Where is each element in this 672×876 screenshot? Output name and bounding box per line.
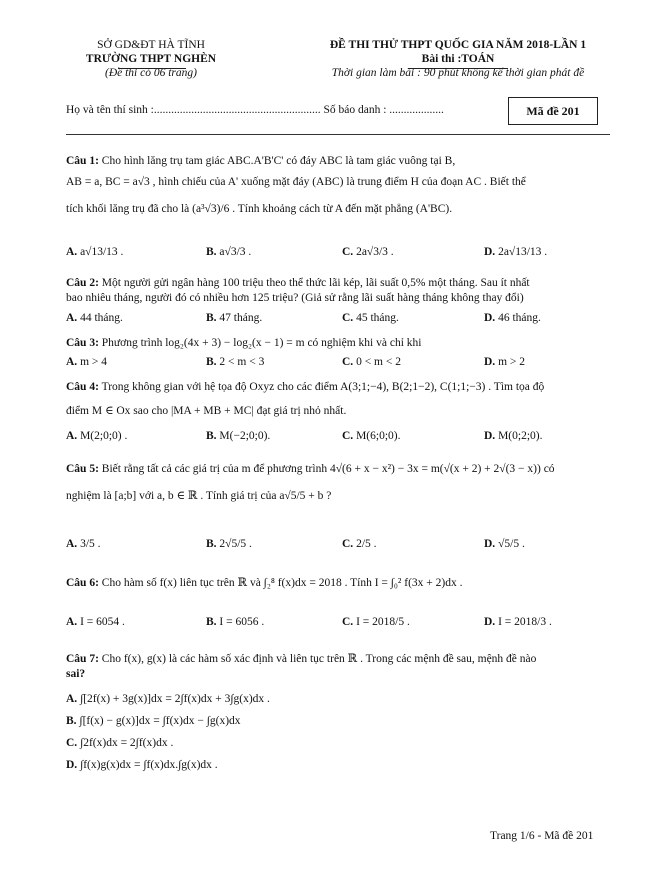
- school-name: TRƯỜNG THPT NGHÈN: [85, 53, 217, 65]
- question-label: Câu 3:: [66, 337, 99, 349]
- option-c[interactable]: C. M(6;0;0).: [342, 430, 401, 442]
- school-header: [66, 38, 236, 80]
- question-text: Trong không gian với hệ tọa độ Oxyz cho các điểm A(3;1;−4), B(2;1−2), C(1;1;−3) . Tìm tọa độ: [101, 381, 545, 393]
- duration: Thời gian làm bài : 90 phút không kể thời gian phát đề: [331, 67, 585, 79]
- option-d[interactable]: D. 2a√13/13 .: [484, 246, 548, 258]
- question-7: [66, 652, 612, 682]
- question-3: [66, 336, 612, 351]
- header-underline: [118, 68, 186, 69]
- exam-code-box: Mã đề 201: [508, 97, 598, 125]
- option-a[interactable]: A. ∫[2f(x) + 3g(x)]dx = 2∫f(x)dx + 3∫g(x)dx .: [66, 693, 270, 705]
- pages-note: (Đề thi có 06 trang): [105, 67, 197, 79]
- question-label: Câu 2:: [66, 277, 99, 289]
- question-text: tích khối lăng trụ đã cho là (a³√3)/6 . Tính khoảng cách từ A đến mặt phẳng (A'BC).: [66, 203, 453, 215]
- question-6: [66, 576, 612, 591]
- question-label: Câu 7:: [66, 653, 99, 665]
- option-c[interactable]: C. 2/5 .: [342, 538, 377, 550]
- question-5: [66, 462, 612, 504]
- option-d[interactable]: D. m > 2: [484, 356, 525, 368]
- question-text: sai?: [66, 668, 86, 680]
- option-c[interactable]: C. 45 tháng.: [342, 312, 399, 324]
- question-text: Cho hình lăng trụ tam giác ABC.A'B'C' có đáy ABC là tam giác vuông tại B,: [101, 155, 456, 167]
- question-text: Biết rằng tất cả các giá trị của m để phương trình 4√(6 + x − x²) − 3x = m(√(x + 2) + 2√(3 − x)) có: [101, 463, 555, 475]
- option-a[interactable]: A. m > 4: [66, 356, 107, 368]
- option-c[interactable]: C. ∫2f(x)dx = 2∫f(x)dx .: [66, 737, 174, 749]
- subject: Bài thi :TOÁN: [421, 53, 495, 65]
- option-c[interactable]: C. 0 < m < 2: [342, 356, 401, 368]
- option-b[interactable]: B. M(−2;0;0).: [206, 430, 271, 442]
- question-text: nghiệm là [a;b] với a, b ∈ ℝ . Tính giá trị của a√5/5 + b ?: [66, 490, 332, 502]
- option-a[interactable]: A. 3/5 .: [66, 538, 101, 550]
- divider: [66, 134, 610, 135]
- question-text: Cho hàm số f(x) liên tục trên ℝ và ∫₂⁸ f(x)dx = 2018 . Tính I = ∫₀² f(3x + 2)dx .: [101, 577, 463, 589]
- option-a[interactable]: A. 44 tháng.: [66, 312, 123, 324]
- question-text: bao nhiêu tháng, người đó có nhiều hơn 125 triệu? (Giả sử rằng lãi suất hàng tháng không thay đổi): [66, 292, 524, 304]
- option-b[interactable]: B. 2 < m < 3: [206, 356, 265, 368]
- option-d[interactable]: D. M(0;2;0).: [484, 430, 543, 442]
- option-d[interactable]: D. 46 tháng.: [484, 312, 541, 324]
- option-c[interactable]: C. I = 2018/5 .: [342, 616, 410, 628]
- page-footer: Trang 1/6 - Mã đề 201: [490, 830, 594, 842]
- question-label: Câu 5:: [66, 463, 99, 475]
- option-c[interactable]: C. 2a√3/3 .: [342, 246, 394, 258]
- dept-name: SỞ GD&ĐT HÀ TĨNH: [97, 39, 205, 51]
- option-d[interactable]: D. √5/5 .: [484, 538, 525, 550]
- option-b[interactable]: B. ∫[f(x) − g(x)]dx = ∫f(x)dx − ∫g(x)dx: [66, 715, 241, 727]
- option-b[interactable]: B. a√3/3 .: [206, 246, 252, 258]
- answer-options: [66, 688, 612, 776]
- question-text: Cho f(x), g(x) là các hàm số xác định và liên tục trên ℝ . Trong các mệnh đề sau, mệnh đề nào: [101, 653, 537, 665]
- option-b[interactable]: B. 2√5/5 .: [206, 538, 252, 550]
- option-d[interactable]: D. I = 2018/3 .: [484, 616, 552, 628]
- option-d[interactable]: D. ∫f(x)g(x)dx = ∫f(x)dx.∫g(x)dx .: [66, 759, 218, 771]
- exam-title: ĐỀ THI THỬ THPT QUỐC GIA NĂM 2018-LẦN 1: [329, 39, 587, 51]
- candidate-line: Họ và tên thí sinh :.......................................................... Số báo danh : ...................: [66, 104, 444, 116]
- option-a[interactable]: A. M(2;0;0) .: [66, 430, 128, 442]
- question-text: điểm M ∈ Ox sao cho |MA + MB + MC| đạt giá trị nhỏ nhất.: [66, 405, 347, 417]
- option-a[interactable]: A. a√13/13 .: [66, 246, 124, 258]
- question-4: [66, 380, 612, 419]
- exam-header: [288, 38, 628, 80]
- option-b[interactable]: B. 47 tháng.: [206, 312, 263, 324]
- question-2: [66, 276, 612, 306]
- question-text: AB = a, BC = a√3 , hình chiếu của A' xuống mặt đáy (ABC) là trung điểm H của đoạn AC . Biết thể: [66, 176, 526, 188]
- question-label: Câu 6:: [66, 577, 99, 589]
- option-a[interactable]: A. I = 6054 .: [66, 616, 125, 628]
- question-text: Một người gửi ngân hàng 100 triệu theo thể thức lãi kép, lãi suất 0,5% một tháng. Sau ít nhất: [101, 277, 530, 289]
- question-label: Câu 1:: [66, 155, 99, 167]
- header-underline: [408, 68, 508, 69]
- option-b[interactable]: B. I = 6056 .: [206, 616, 265, 628]
- question-1: [66, 154, 612, 217]
- question-text: Phương trình log₂(4x + 3) − log₂(x − 1) = m có nghiệm khi và chỉ khi: [101, 337, 422, 349]
- question-label: Câu 4:: [66, 381, 99, 393]
